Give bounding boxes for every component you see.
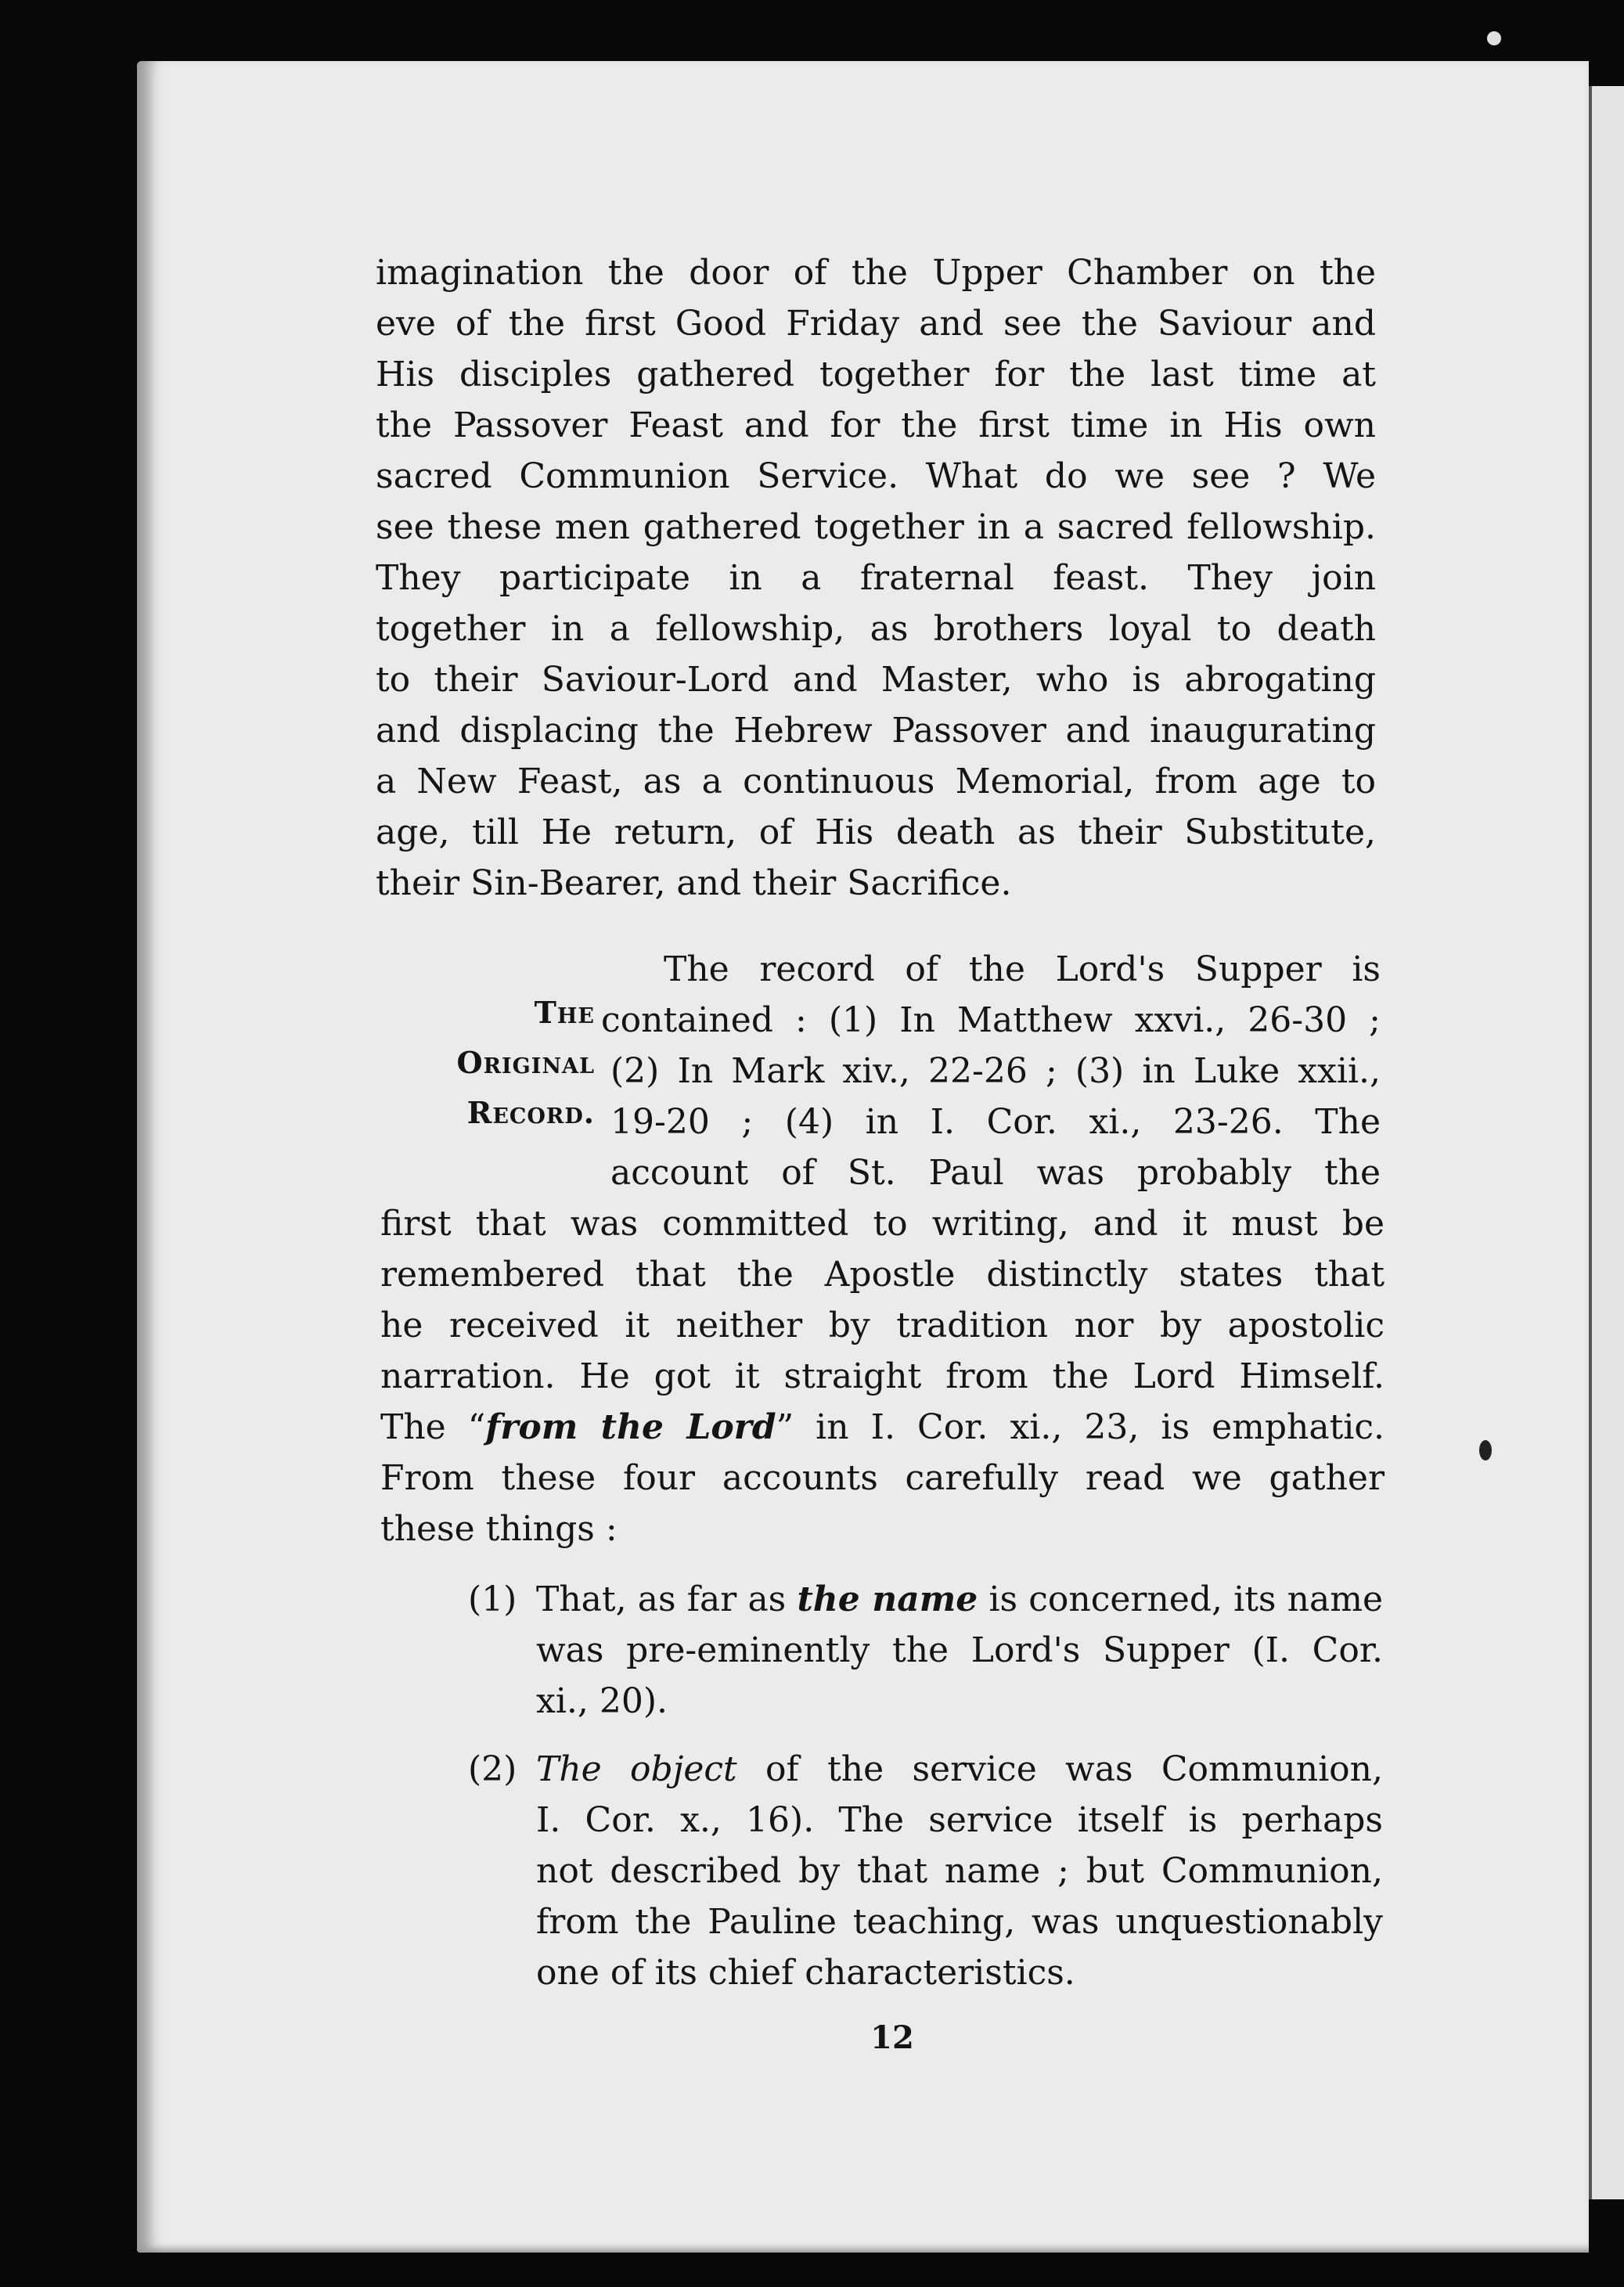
- text-line: account of St. Paul was probably the: [610, 1153, 1381, 1193]
- list-item-1: [468, 1574, 1385, 1731]
- text-span: The “: [380, 1407, 486, 1447]
- text-line: I. Cor. x., 16). The service itself is perhaps: [536, 1800, 1383, 1840]
- text-line: xi., 20).: [536, 1681, 668, 1721]
- list-item-2: [468, 1744, 1385, 2002]
- text-span: is concerned, its name: [978, 1579, 1383, 1619]
- text-line: They participate in a fraternal feast. They join: [376, 558, 1376, 598]
- emphatic-line: [380, 1402, 1385, 1453]
- text-line: [536, 1574, 1383, 1625]
- paragraph-2-indented: [601, 944, 1381, 1198]
- text-line: one of its chief characteristics.: [536, 1953, 1075, 1993]
- facing-page-edge: [1589, 86, 1624, 2199]
- text-line: 19-20 ; (4) in I. Cor. xi., 23-26. The: [610, 1102, 1381, 1142]
- text-line: From these four accounts carefully read we gather: [380, 1458, 1385, 1498]
- text-line: and displacing the Hebrew Passover and inaugurating: [376, 711, 1376, 751]
- text-line: from the Pauline teaching, was unquestionably: [536, 1902, 1383, 1942]
- text-line: their Sin-Bearer, and their Sacrifice.: [376, 863, 1012, 903]
- list-number: (2): [468, 1749, 517, 1789]
- text-line: the Passover Feast and for the first time in His own: [376, 405, 1376, 445]
- text-line: together in a fellowship, as brothers loyal to death: [376, 609, 1376, 649]
- scan-speck: [1479, 1440, 1492, 1460]
- italic-phrase: from the Lord: [485, 1407, 776, 1447]
- text-span: of the service was Communion,: [736, 1749, 1383, 1789]
- text-line: (2) In Mark xiv., 22-26 ; (3) in Luke xxii.,: [610, 1051, 1381, 1091]
- paragraph-1: [376, 247, 1376, 909]
- text-line: a New Feast, as a continuous Memorial, from age to: [376, 762, 1376, 801]
- margin-heading-line: The: [534, 995, 595, 1030]
- text-line: The record of the Lord's Supper is: [664, 949, 1381, 989]
- text-line: see these men gathered together in a sacred fellowship.: [376, 507, 1376, 547]
- text-span: ” in I. Cor. xi., 23, is emphatic.: [776, 1407, 1385, 1447]
- text-line: His disciples gathered together for the last time at: [376, 355, 1376, 394]
- italic-phrase: the name: [797, 1579, 978, 1619]
- list-item-body: [536, 1574, 1383, 1727]
- text-line: first that was committed to writing, and it must be: [380, 1204, 1385, 1244]
- text-line: sacred Communion Service. What do we see ? We: [376, 456, 1376, 496]
- margin-heading-line: Record.: [466, 1095, 595, 1130]
- text-line: not described by that name ; but Communion,: [536, 1851, 1383, 1891]
- text-line: eve of the first Good Friday and see the Saviour and: [376, 304, 1376, 344]
- text-line: imagination the door of the Upper Chamber on the: [376, 253, 1376, 293]
- text-line: contained : (1) In Matthew xxvi., 26-30 ;: [601, 1000, 1381, 1040]
- italic-phrase: The object: [536, 1749, 737, 1789]
- text-line: narration. He got it straight from the Lord Himself.: [380, 1356, 1385, 1396]
- scan-speck: [1487, 31, 1501, 45]
- list-number: (1): [468, 1579, 517, 1619]
- margin-heading-line: Original: [456, 1045, 595, 1080]
- margin-heading: [407, 988, 595, 1138]
- text-line: these things :: [380, 1509, 618, 1549]
- text-line: he received it neither by tradition nor by apostolic: [380, 1306, 1385, 1345]
- text-line: remembered that the Apostle distinctly states that: [380, 1255, 1385, 1295]
- page-number: 12: [870, 2019, 914, 2056]
- paragraph-2: [380, 1198, 1385, 1554]
- text-span: That, as far as: [536, 1579, 798, 1619]
- text-line: [536, 1744, 1383, 1795]
- text-line: to their Saviour-Lord and Master, who is abrogating: [376, 660, 1376, 700]
- list-item-body: [536, 1744, 1383, 1998]
- text-line: age, till He return, of His death as their Substitute,: [376, 812, 1376, 852]
- text-line: was pre-eminently the Lord's Supper (I. Cor.: [536, 1630, 1383, 1670]
